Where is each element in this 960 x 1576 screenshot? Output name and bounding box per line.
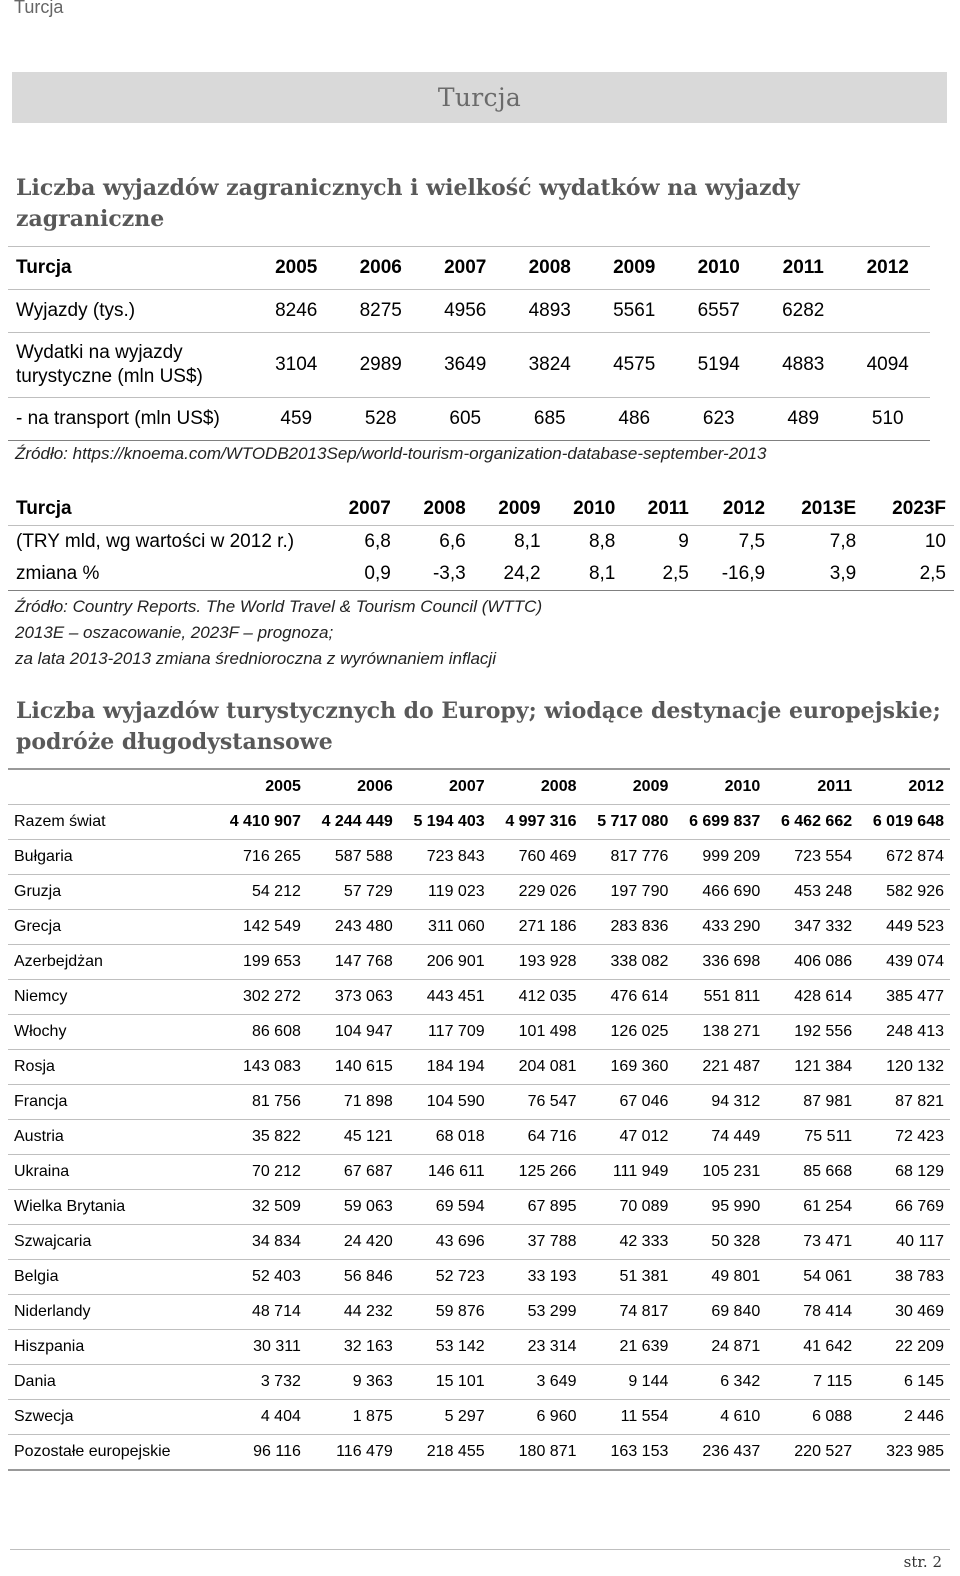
row-label: Belgia (8, 1260, 215, 1295)
value-cell: 716 265 (215, 840, 307, 875)
value-cell: 5561 (592, 290, 677, 333)
value-cell: 6282 (761, 290, 846, 333)
table-row (8, 1260, 950, 1295)
value-cell: 32 163 (307, 1330, 399, 1365)
value-cell: 37 788 (491, 1225, 583, 1260)
section1-title: Liczba wyjazdów zagranicznych i wielkość wydatków na wyjazdy zagraniczne (16, 175, 800, 232)
value-cell: 68 129 (858, 1155, 950, 1190)
header-year-cell: 2009 (592, 247, 677, 290)
value-cell: 111 949 (583, 1155, 675, 1190)
value-cell: 8275 (339, 290, 424, 333)
value-cell: 30 311 (215, 1330, 307, 1365)
value-cell: 6,8 (364, 531, 391, 552)
value-cell: 2,5 (623, 558, 697, 591)
header-year-cell: 2008 (508, 247, 593, 290)
spending-forecast-table (8, 493, 954, 591)
row-label: Francja (8, 1085, 215, 1120)
value-cell: 406 086 (766, 945, 858, 980)
title-banner (12, 72, 947, 123)
value-cell: 204 081 (491, 1050, 583, 1085)
value-cell: 4 404 (215, 1400, 307, 1435)
value-cell: 74 817 (583, 1295, 675, 1330)
value-cell: 53 299 (491, 1295, 583, 1330)
header-year-cell: 2009 (474, 493, 549, 526)
value-cell: 69 840 (674, 1295, 766, 1330)
footer-divider (10, 1549, 950, 1550)
value-cell: 8,1 (549, 558, 624, 591)
table-row (8, 805, 950, 840)
value-cell: 8246 (254, 290, 339, 333)
value-cell: 59 876 (399, 1295, 491, 1330)
value-cell: 3824 (508, 333, 593, 398)
value-cell: 85 668 (766, 1155, 858, 1190)
value-cell: 466 690 (674, 875, 766, 910)
value-cell: 723 554 (766, 840, 858, 875)
source-line: za lata 2013-2013 zmiana średnioroczna z wyrównaniem inflacji (15, 649, 496, 668)
value-cell: 23 314 (491, 1330, 583, 1365)
header-row (8, 247, 930, 290)
value-cell: 104 590 (399, 1085, 491, 1120)
value-cell: 8,1 (514, 531, 541, 552)
row-label: Wielka Brytania (8, 1190, 215, 1225)
table-row (8, 910, 950, 945)
value-cell: 15 101 (399, 1365, 491, 1400)
value-cell: 385 477 (858, 980, 950, 1015)
value-cell: 760 469 (491, 840, 583, 875)
value-cell: 4956 (423, 290, 508, 333)
value-cell: 54 061 (766, 1260, 858, 1295)
table-row (8, 1190, 950, 1225)
header-year-cell: 2010 (549, 493, 624, 526)
header-label-cell: Turcja (8, 493, 324, 526)
value-cell: 24,2 (474, 558, 549, 591)
value-cell: 7,5 (738, 531, 766, 552)
value-cell: 43 696 (399, 1225, 491, 1260)
value-cell: 53 142 (399, 1330, 491, 1365)
value-cell: -3,3 (399, 558, 474, 591)
table-row (8, 875, 950, 910)
value-cell: 311 060 (399, 910, 491, 945)
value-cell: 685 (508, 398, 593, 441)
header-year-cell: 2007 (324, 493, 399, 526)
row-label: Szwecja (8, 1400, 215, 1435)
value-cell: 32 509 (215, 1190, 307, 1225)
value-cell: 302 272 (215, 980, 307, 1015)
value-cell: 143 083 (215, 1050, 307, 1085)
row-label: Szwajcaria (8, 1225, 215, 1260)
row-label: Ukraina (8, 1155, 215, 1190)
value-cell: 67 687 (307, 1155, 399, 1190)
value-cell: 8,8 (588, 531, 616, 552)
value-cell: 283 836 (583, 910, 675, 945)
value-cell: 121 384 (766, 1050, 858, 1085)
value-cell: 35 822 (215, 1120, 307, 1155)
value-cell: 4 410 907 (215, 805, 307, 840)
value-cell: 67 046 (583, 1085, 675, 1120)
value-cell: 433 290 (674, 910, 766, 945)
table-row (8, 840, 950, 875)
header-year-cell: 2012 (858, 769, 950, 805)
value-cell: 184 194 (399, 1050, 491, 1085)
value-cell: 6 699 837 (674, 805, 766, 840)
source-line: 2013E – oszacowanie, 2023F – prognoza; (15, 623, 334, 642)
value-cell: 67 895 (491, 1190, 583, 1225)
value-cell: 44 232 (307, 1295, 399, 1330)
page-number: str. 2 (903, 1553, 942, 1571)
value-cell: 5 717 080 (583, 805, 675, 840)
europe-destinations-table (8, 768, 950, 1471)
value-cell: 146 611 (399, 1155, 491, 1190)
value-cell: 4893 (508, 290, 593, 333)
value-cell: 52 723 (399, 1260, 491, 1295)
value-cell: 528 (339, 398, 424, 441)
value-cell: 11 554 (583, 1400, 675, 1435)
value-cell: 41 642 (766, 1330, 858, 1365)
table-row (8, 1120, 950, 1155)
value-cell: 193 928 (491, 945, 583, 980)
value-cell: 817 776 (583, 840, 675, 875)
value-cell: 1 875 (307, 1400, 399, 1435)
value-cell: 449 523 (858, 910, 950, 945)
value-cell: 6,6 (439, 531, 466, 552)
row-label: Rosja (8, 1050, 215, 1085)
value-cell: 42 333 (583, 1225, 675, 1260)
table-row (8, 526, 954, 559)
value-cell: 33 193 (491, 1260, 583, 1295)
value-cell: 0,9 (324, 558, 399, 591)
value-cell: 192 556 (766, 1015, 858, 1050)
value-cell: 336 698 (674, 945, 766, 980)
table-row (8, 1155, 950, 1190)
value-cell: 9 (678, 531, 689, 552)
value-cell: 243 480 (307, 910, 399, 945)
table-row (8, 1295, 950, 1330)
value-cell: 47 012 (583, 1120, 675, 1155)
header-year-cell: 2009 (583, 769, 675, 805)
value-cell: 9 144 (583, 1365, 675, 1400)
header-year-cell: 2010 (674, 769, 766, 805)
value-cell: 180 871 (491, 1435, 583, 1471)
value-cell: 199 653 (215, 945, 307, 980)
row-label: (TRY mld, wg wartości w 2012 r.) (16, 531, 295, 552)
value-cell: 453 248 (766, 875, 858, 910)
value-cell: 3649 (423, 333, 508, 398)
value-cell: 81 756 (215, 1085, 307, 1120)
value-cell: 10 (924, 531, 946, 552)
header-year-cell: 2008 (399, 493, 474, 526)
value-cell: 6 019 648 (858, 805, 950, 840)
row-label: Włochy (8, 1015, 215, 1050)
value-cell: 220 527 (766, 1435, 858, 1471)
value-cell: 51 381 (583, 1260, 675, 1295)
value-cell: 30 469 (858, 1295, 950, 1330)
section2-source (15, 594, 542, 672)
value-cell: 248 413 (858, 1015, 950, 1050)
value-cell: 70 089 (583, 1190, 675, 1225)
value-cell: 9 363 (307, 1365, 399, 1400)
value-cell: 4 997 316 (491, 805, 583, 840)
row-label: Bułgaria (8, 840, 215, 875)
value-cell: 412 035 (491, 980, 583, 1015)
section1-source: Źródło: https://knoema.com/WTODB2013Sep/world-tourism-organization-database-september-2013 (15, 444, 767, 463)
value-cell: 428 614 (766, 980, 858, 1015)
value-cell: 78 414 (766, 1295, 858, 1330)
value-cell: 21 639 (583, 1330, 675, 1365)
value-cell: 147 768 (307, 945, 399, 980)
value-cell: 74 449 (674, 1120, 766, 1155)
value-cell: 52 403 (215, 1260, 307, 1295)
header-year-cell: 2007 (399, 769, 491, 805)
outbound-trips-table (8, 246, 930, 441)
value-cell: 7 115 (766, 1365, 858, 1400)
header-year-cell: 2007 (423, 247, 508, 290)
value-cell: 104 947 (307, 1015, 399, 1050)
value-cell (846, 290, 931, 333)
table-row (8, 1050, 950, 1085)
value-cell: 126 025 (583, 1015, 675, 1050)
value-cell: 57 729 (307, 875, 399, 910)
value-cell: 587 588 (307, 840, 399, 875)
value-cell: 54 212 (215, 875, 307, 910)
value-cell: -16,9 (697, 558, 773, 591)
value-cell: 49 801 (674, 1260, 766, 1295)
value-cell: 24 871 (674, 1330, 766, 1365)
header-year-cell: 2008 (491, 769, 583, 805)
table-row (8, 1085, 950, 1120)
header-year-cell: 2006 (339, 247, 424, 290)
row-label: Gruzja (8, 875, 215, 910)
value-cell: 4094 (846, 333, 931, 398)
header-year-cell: 2005 (215, 769, 307, 805)
value-cell: 4575 (592, 333, 677, 398)
value-cell: 140 615 (307, 1050, 399, 1085)
header-year-cell: 2023F (864, 493, 954, 526)
value-cell: 2,5 (864, 558, 954, 591)
value-cell: 723 843 (399, 840, 491, 875)
value-cell: 105 231 (674, 1155, 766, 1190)
value-cell: 999 209 (674, 840, 766, 875)
value-cell: 6557 (677, 290, 762, 333)
value-cell: 69 594 (399, 1190, 491, 1225)
value-cell: 119 023 (399, 875, 491, 910)
table-row (8, 980, 950, 1015)
header-year-cell: 2011 (761, 247, 846, 290)
value-cell: 4 610 (674, 1400, 766, 1435)
header-year-cell: 2012 (697, 493, 773, 526)
value-cell: 582 926 (858, 875, 950, 910)
value-cell: 66 769 (858, 1190, 950, 1225)
row-label: Azerbejdżan (8, 945, 215, 980)
value-cell: 117 709 (399, 1015, 491, 1050)
section3-title: Liczba wyjazdów turystycznych do Europy; wiodące destynacje europejskie; podróże długodystansowe (16, 698, 941, 755)
header-year-cell: 2011 (766, 769, 858, 805)
table-row (8, 398, 930, 441)
value-cell: 45 121 (307, 1120, 399, 1155)
header-year-cell: 2005 (254, 247, 339, 290)
header-year-cell: 2012 (846, 247, 931, 290)
value-cell: 95 990 (674, 1190, 766, 1225)
table-row (8, 945, 950, 980)
value-cell: 101 498 (491, 1015, 583, 1050)
value-cell: 50 328 (674, 1225, 766, 1260)
value-cell: 439 074 (858, 945, 950, 980)
value-cell: 486 (592, 398, 677, 441)
value-cell: 94 312 (674, 1085, 766, 1120)
table-row (8, 290, 930, 333)
value-cell: 73 471 (766, 1225, 858, 1260)
value-cell: 6 960 (491, 1400, 583, 1435)
value-cell: 5 194 403 (399, 805, 491, 840)
row-label: Hiszpania (8, 1330, 215, 1365)
value-cell: 75 511 (766, 1120, 858, 1155)
table-row (8, 1435, 950, 1471)
table-row (8, 1330, 950, 1365)
value-cell: 71 898 (307, 1085, 399, 1120)
value-cell: 7,8 (829, 531, 857, 552)
value-cell: 6 342 (674, 1365, 766, 1400)
value-cell: 24 420 (307, 1225, 399, 1260)
value-cell: 61 254 (766, 1190, 858, 1225)
table-row (8, 558, 954, 591)
value-cell: 347 332 (766, 910, 858, 945)
value-cell: 3 649 (491, 1365, 583, 1400)
value-cell: 116 479 (307, 1435, 399, 1471)
value-cell: 2 446 (858, 1400, 950, 1435)
header-year-cell: 2006 (307, 769, 399, 805)
value-cell: 96 116 (215, 1435, 307, 1471)
value-cell: 22 209 (858, 1330, 950, 1365)
value-cell: 142 549 (215, 910, 307, 945)
value-cell: 59 063 (307, 1190, 399, 1225)
value-cell: 221 487 (674, 1050, 766, 1085)
value-cell: 373 063 (307, 980, 399, 1015)
value-cell: 120 132 (858, 1050, 950, 1085)
value-cell: 86 608 (215, 1015, 307, 1050)
value-cell: 229 026 (491, 875, 583, 910)
value-cell: 4 244 449 (307, 805, 399, 840)
table-row (8, 1225, 950, 1260)
table-row (8, 1365, 950, 1400)
value-cell: 163 153 (583, 1435, 675, 1471)
header-label-cell (8, 769, 215, 805)
header-row (8, 493, 954, 526)
value-cell: 4883 (761, 333, 846, 398)
value-cell: 3104 (254, 333, 339, 398)
value-cell: 3 732 (215, 1365, 307, 1400)
value-cell: 2989 (339, 333, 424, 398)
value-cell: 459 (254, 398, 339, 441)
value-cell: 87 821 (858, 1085, 950, 1120)
value-cell: 64 716 (491, 1120, 583, 1155)
value-cell: 623 (677, 398, 762, 441)
value-cell: 672 874 (858, 840, 950, 875)
value-cell: 68 018 (399, 1120, 491, 1155)
value-cell: 6 462 662 (766, 805, 858, 840)
value-cell: 34 834 (215, 1225, 307, 1260)
row-label: Wyjazdy (tys.) (8, 290, 254, 333)
value-cell: 169 360 (583, 1050, 675, 1085)
value-cell: 87 981 (766, 1085, 858, 1120)
header-row (8, 769, 950, 805)
value-cell: 236 437 (674, 1435, 766, 1471)
value-cell: 510 (846, 398, 931, 441)
value-cell: 551 811 (674, 980, 766, 1015)
page-header-label: Turcja (14, 0, 64, 17)
header-label-cell: Turcja (8, 247, 254, 290)
value-cell: 197 790 (583, 875, 675, 910)
value-cell: 3,9 (773, 558, 864, 591)
value-cell: 605 (423, 398, 508, 441)
row-label: Niderlandy (8, 1295, 215, 1330)
value-cell: 218 455 (399, 1435, 491, 1471)
value-cell: 443 451 (399, 980, 491, 1015)
value-cell: 72 423 (858, 1120, 950, 1155)
value-cell: 489 (761, 398, 846, 441)
value-cell: 5 297 (399, 1400, 491, 1435)
value-cell: 138 271 (674, 1015, 766, 1050)
value-cell: 6 088 (766, 1400, 858, 1435)
row-label: zmiana % (8, 558, 324, 591)
row-label: Wydatki na wyjazdy turystyczne (mln US$) (8, 333, 254, 398)
value-cell: 48 714 (215, 1295, 307, 1330)
value-cell: 38 783 (858, 1260, 950, 1295)
row-label: Grecja (8, 910, 215, 945)
value-cell: 206 901 (399, 945, 491, 980)
table-row (8, 1015, 950, 1050)
value-cell: 125 266 (491, 1155, 583, 1190)
table-row (8, 1400, 950, 1435)
value-cell: 56 846 (307, 1260, 399, 1295)
table-row (8, 333, 930, 398)
banner-title: Turcja (437, 83, 522, 112)
header-year-cell: 2010 (677, 247, 762, 290)
row-label: Dania (8, 1365, 215, 1400)
header-year-cell: 2011 (623, 493, 697, 526)
row-label: Austria (8, 1120, 215, 1155)
value-cell: 40 117 (858, 1225, 950, 1260)
value-cell: 5194 (677, 333, 762, 398)
value-cell: 70 212 (215, 1155, 307, 1190)
header-year-cell: 2013E (773, 493, 864, 526)
row-label: Pozostałe europejskie (8, 1435, 215, 1471)
source-line: Źródło: Country Reports. The World Travel & Tourism Council (WTTC) (15, 597, 543, 616)
row-label: - na transport (mln US$) (8, 398, 254, 441)
value-cell: 338 082 (583, 945, 675, 980)
value-cell: 476 614 (583, 980, 675, 1015)
row-label: Niemcy (8, 980, 215, 1015)
value-cell: 76 547 (491, 1085, 583, 1120)
row-label: Razem świat (8, 805, 215, 840)
value-cell: 271 186 (491, 910, 583, 945)
value-cell: 6 145 (858, 1365, 950, 1400)
value-cell: 323 985 (858, 1435, 950, 1471)
